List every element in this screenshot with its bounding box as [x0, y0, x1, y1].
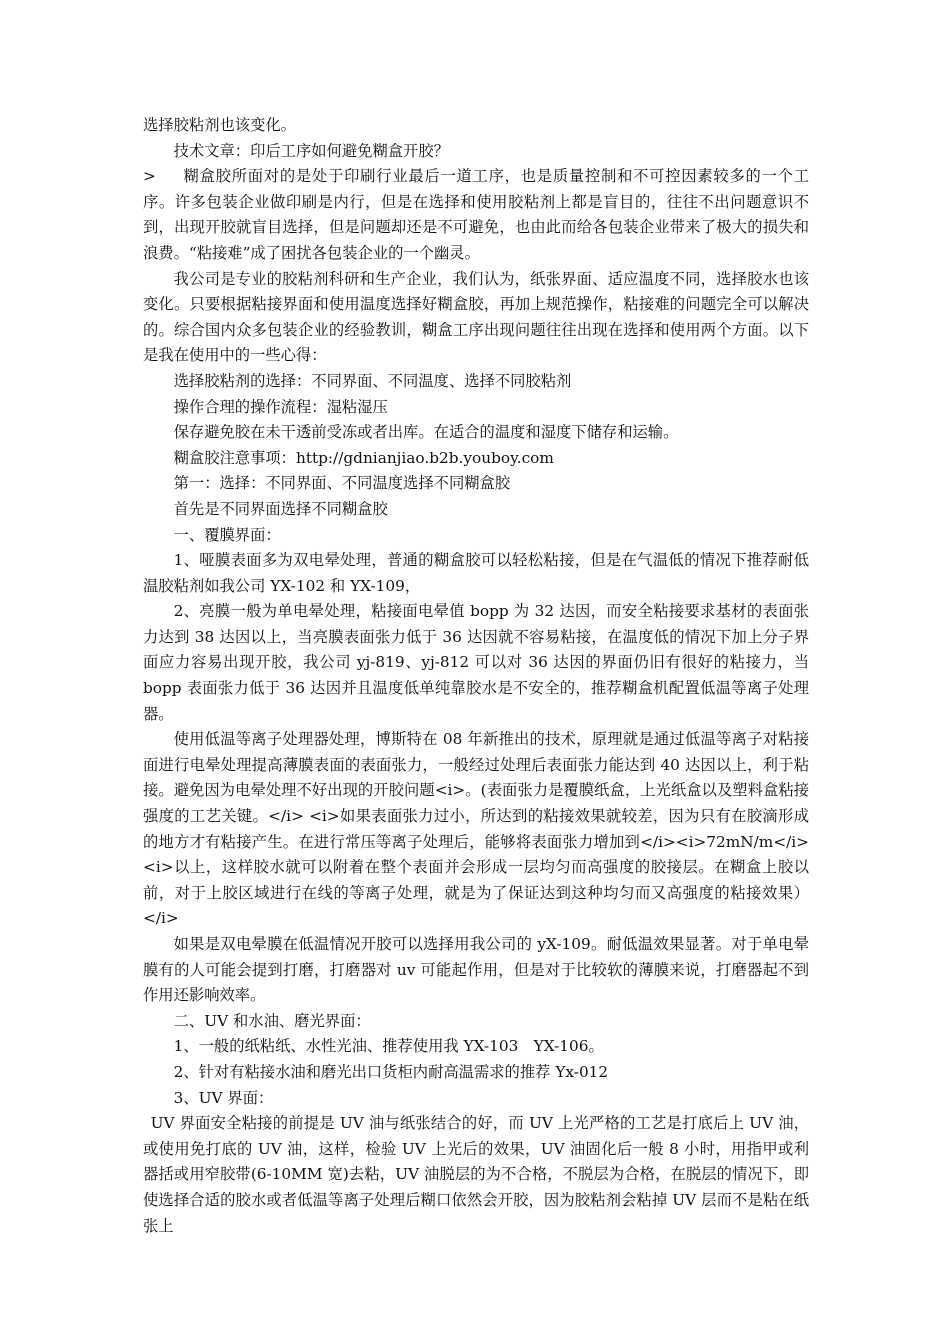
section-heading: 一、覆膜界面： [173, 525, 281, 544]
list-item: 2、针对有粘接水油和磨光出口货柜内耐高温需求的推荐 Yx-012 [173, 1062, 609, 1081]
section-heading: 二、UV 和水油、磨光界面： [173, 1011, 371, 1030]
paragraph: 保存避免胶在未干透前受冻或者出库。在适合的温度和湿度下储存和运输。 [173, 423, 679, 442]
paragraph: 糊盒胶注意事项：http://gdnianjiao.b2b.youboy.com [173, 448, 554, 467]
paragraph: 选择胶粘剂的选择：不同界面、不同温度、选择不同胶粘剂 [173, 371, 572, 390]
paragraph: UV 界面安全粘接的前提是 UV 油与纸张结合的好，而 UV 上光严格的工艺是打底后上 UV 油，或使用免打底的 UV 油，这样，检验 UV 上光后的效果，UV 油固化后一般 8 小时，用指甲或利器括或用窄胶带(6-10MM 宽)去粘，UV 油脱层的为不合格，不脱层为合格，在脱层的情况下，即使选择合适的胶水或者低温等离子处理后糊口依然会开胶，因为胶粘剂会粘掉 UV 层而不是粘在纸张上 [143, 1114, 809, 1235]
paragraph [143, 164, 809, 266]
paragraph-text: 糊盒胶所面对的是处于印刷行业最后一道工序，也是质量控制和不可控因素较多的一个工序。许多包装企业做印刷是内行，但是在选择和使用胶粘剂上都是盲目的，往往不出问题意识不到，出现开胶就盲目选择，但是问题却还是不可避免，也由此而给各包装企业带来了极大的损失和浪费。“粘接难”成了困扰各包装企业的一个幽灵。 [143, 167, 809, 262]
list-item: 3、UV 界面： [173, 1088, 274, 1107]
paragraph: 使用低温等离子处理器处理，博斯特在 08 年新推出的技术，原理就是通过低温等离子对粘接面进行电晕处理提高薄膜表面的表面张力，一般经过处理后表面张力能达到 40 达因以上，利于粘接。避免因为电晕处理不好出现的开胶问题<i>。(表面张力是覆膜纸盒，上光纸盒以及塑料盒粘接强度的工艺关键。</i> <i>如果表面张力过小，所达到的粘接效果就较差，因为只有在胶滴形成的地方才有粘接产生。在进行常压等离子处理后，能够将表面张力增加到</i><i>72mN/m</i><i>以上，这样胶水就可以附着在整个表面并会形成一层均匀而高强度的胶接层。在糊盒上胶以前，对于上胶区域进行在线的等离子处理，就是为了保证达到这种均匀而又高强度的粘接效果）</i> [143, 730, 809, 928]
section-heading: 第一：选择：不同界面、不同温度选择不同糊盒胶 [173, 474, 511, 493]
list-item: 1、哑膜表面多为双电晕处理，普通的糊盒胶可以轻松粘接，但是在气温低的情况下推荐耐低温胶粘剂如我公司 YX-102 和 YX-109， [143, 551, 809, 595]
paragraph: 操作合理的操作流程：湿粘湿压 [173, 397, 388, 416]
paragraph: 首先是不同界面选择不同糊盒胶 [173, 499, 388, 518]
paragraph: 如果是双电晕膜在低温情况开胶可以选择用我公司的 yX-109。耐低温效果显著。对于单电晕膜有的人可能会提到打磨，打磨器对 uv 可能起作用，但是对于比较软的薄膜来说，打磨器起不到作用还影响效率。 [143, 935, 809, 1005]
paragraph: 选择胶粘剂也该变化。 [143, 116, 296, 134]
list-item: 1、一般的纸粘纸、水性光油、推荐使用我 YX-103 YX-106。 [173, 1037, 604, 1056]
paragraph: 我公司是专业的胶粘剂科研和生产企业，我们认为，纸张界面、适应温度不同，选择胶水也该变化。只要根据粘接界面和使用温度选择好糊盒胶，再加上规范操作，粘接难的问题完全可以解决的。综合国内众多包装企业的经验教训，糊盒工序出现问题往往出现在选择和使用两个方面。以下是我在使用中的一些心得： [143, 269, 809, 365]
quote-marker: > [143, 167, 156, 186]
list-item: 2、亮膜一般为单电晕处理，粘接面电晕值 bopp 为 32 达因，而安全粘接要求基材的表面张力达到 38 达因以上，当亮膜表面张力低于 36 达因就不容易粘接，在温度低的情况下加上分子界面应力容易出现开胶，我公司 yj-819、yj-812 可以对 36 达因的界面仍旧有很好的粘接力，当 bopp 表面张力低于 36 达因并且温度低单纯靠胶水是不安全的，推荐糊盒机配置低温等离子处理器。 [143, 602, 809, 723]
article-title: 技术文章：印后工序如何避免糊盒开胶？ [173, 141, 449, 160]
document-body [143, 113, 809, 1239]
